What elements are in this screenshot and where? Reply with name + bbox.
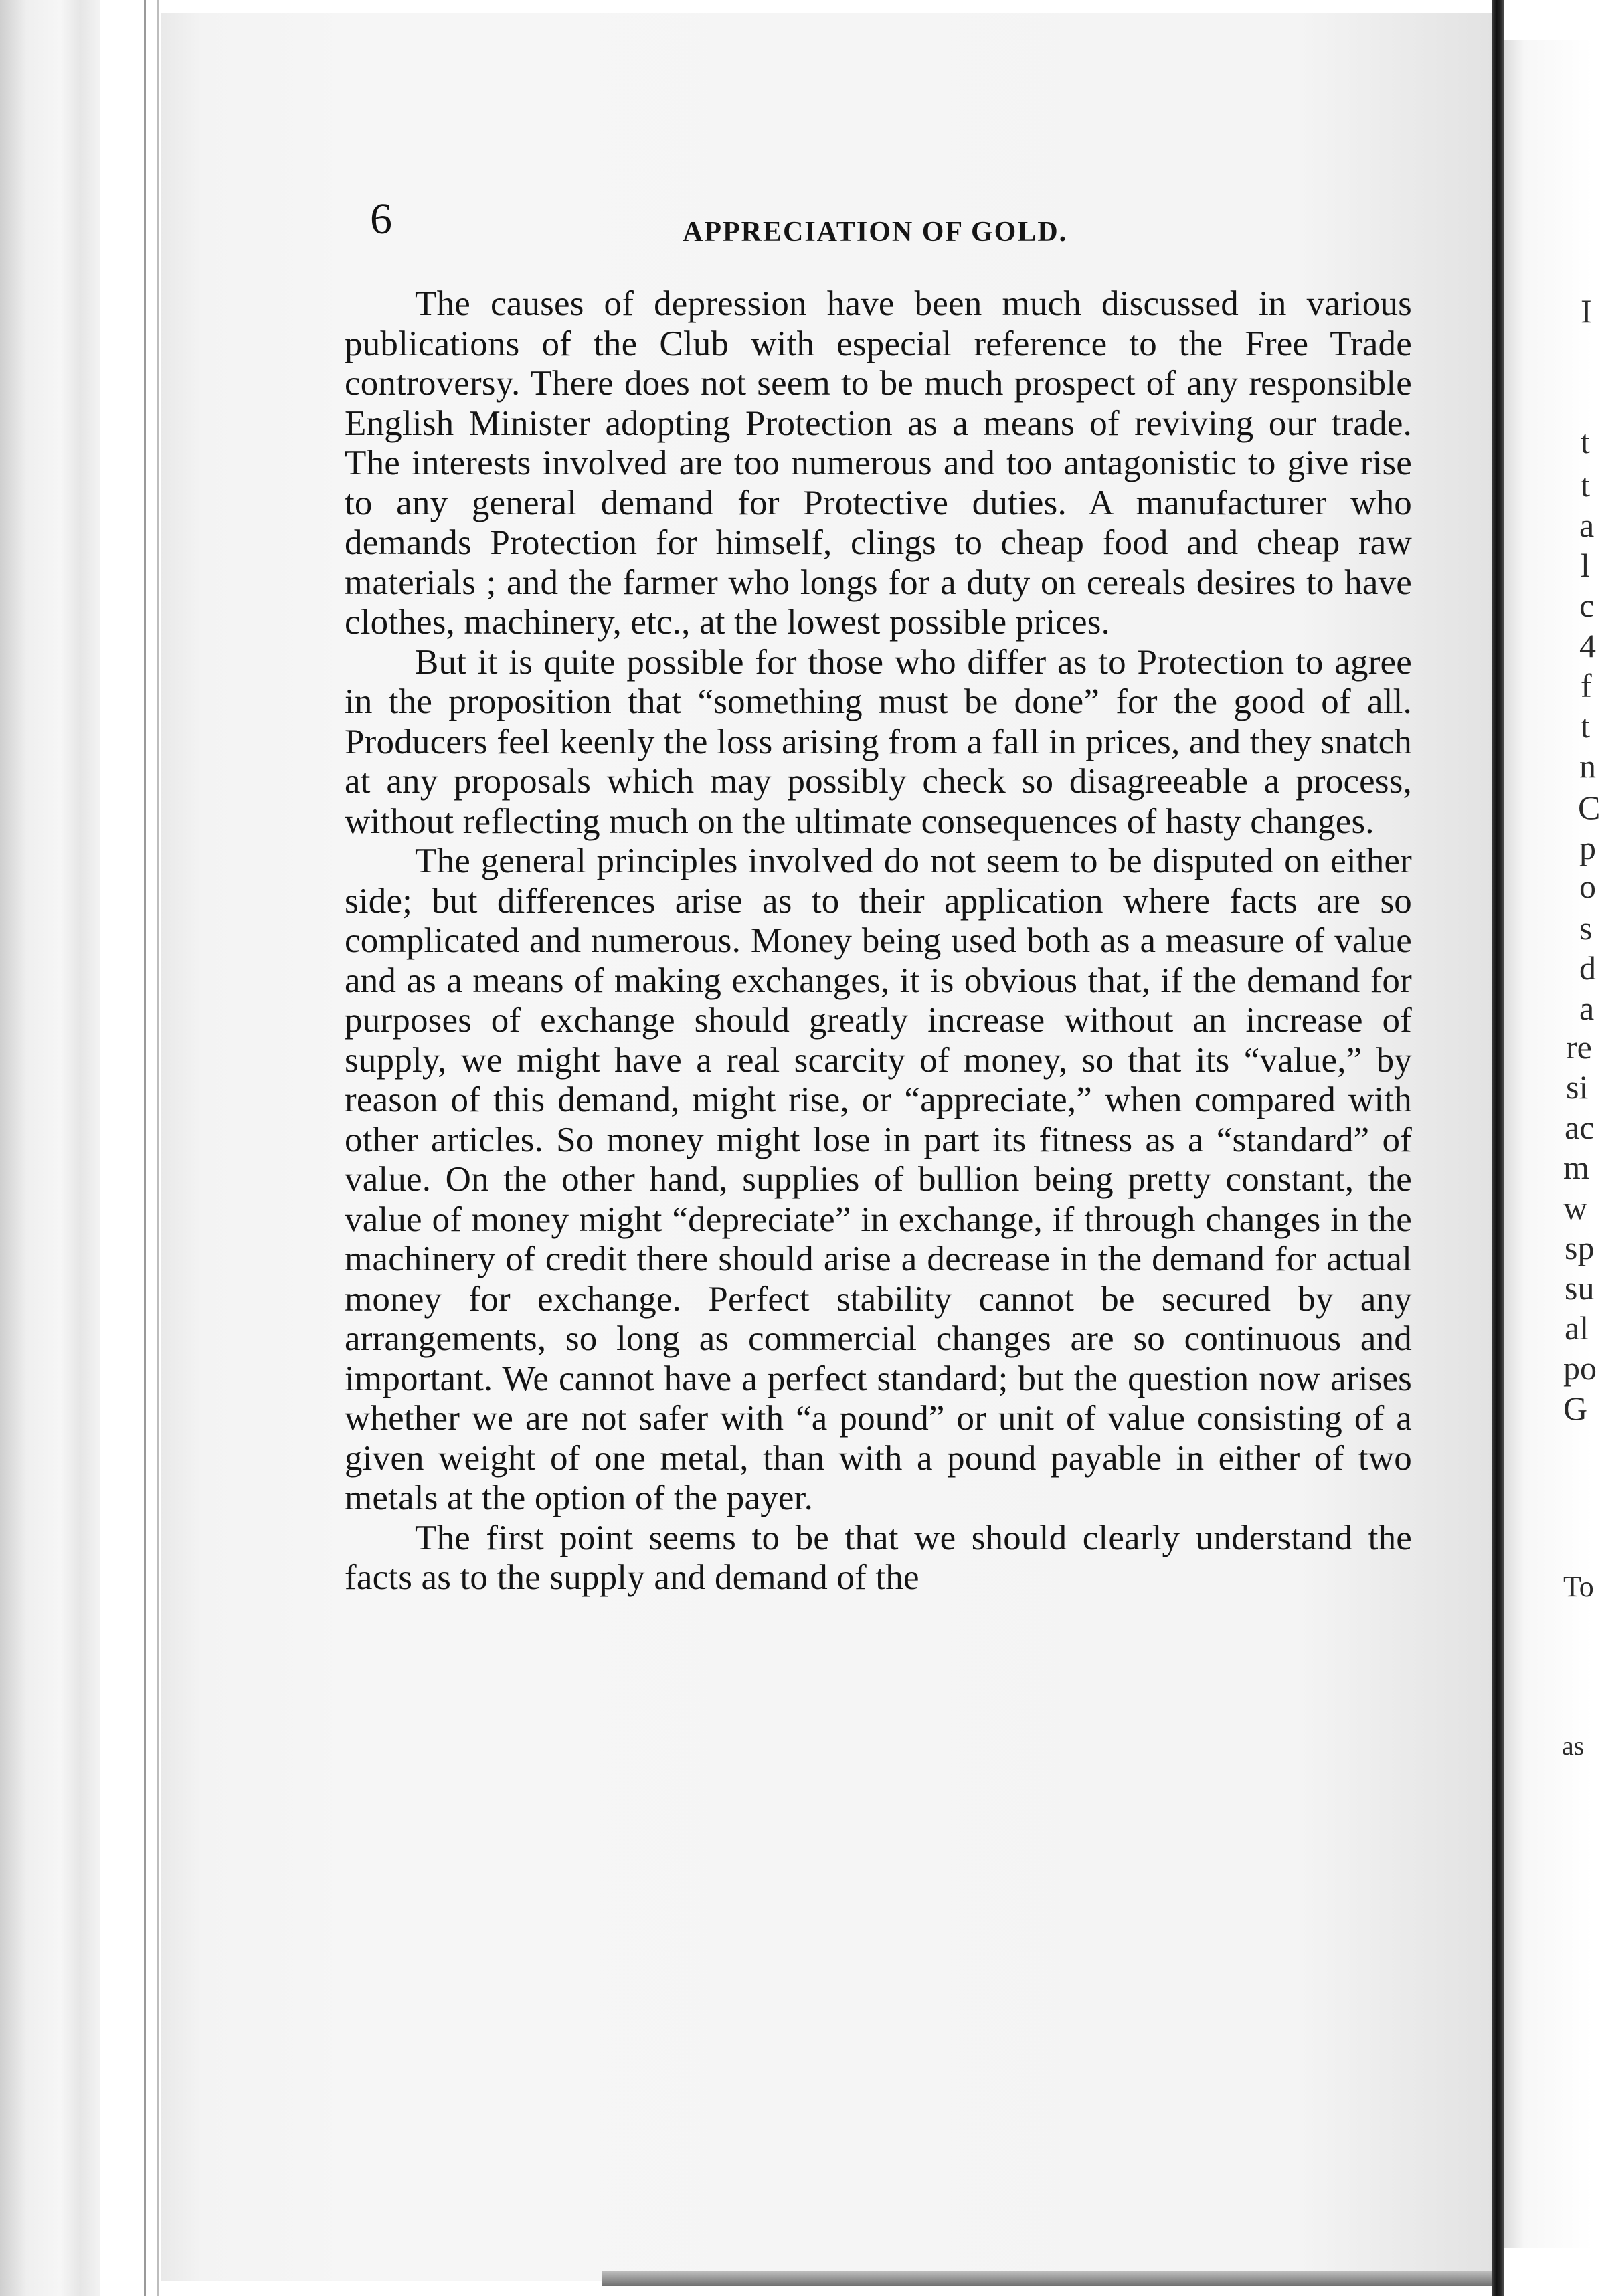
facing-page-fragment: a [1579, 506, 1595, 544]
facing-page-fragment: su [1565, 1269, 1595, 1307]
facing-page-fragment: re [1566, 1028, 1592, 1066]
facing-page-fragment: G [1563, 1390, 1588, 1427]
facing-page-fragment: po [1563, 1349, 1597, 1387]
facing-page-fragment: p [1579, 829, 1596, 866]
running-title: APPRECIATION OF GOLD. [683, 217, 1068, 248]
paragraph: The causes of depression have been much discussed in various publications of the Club with especial reference to the Free Trade controversy. There does not seem to be much prospect of any responsible English Minister adopting Protection as a means of reviving our trade. The interests involved are too numerous and too antagonistic to give rise to any general demand for Protective duties. A manufacturer who demands Protection for himself, clings to cheap food and cheap raw materials ; and the farmer who longs for a duty on cereals desires to have clothes, machinery, etc., at the lowest possible prices. [345, 284, 1412, 642]
page-number: 6 [370, 195, 392, 244]
facing-page-fragment: a [1579, 989, 1595, 1027]
page-bottom-shadow [602, 2271, 1492, 2286]
facing-page-fragment: m [1563, 1149, 1589, 1186]
facing-page-fragment: n [1579, 747, 1596, 785]
facing-page-fragment: d [1579, 949, 1596, 987]
facing-page-fragment: ac [1565, 1109, 1595, 1146]
facing-page-fragment: c [1579, 587, 1595, 624]
paragraph: But it is quite possible for those who differ as to Protection to agree in the proposition that “something must be done” for the good of all. Producers feel keenly the loss arising from a fall in prices, and they snatch at any proposals which may possibly check so disagreeable a process, without reflecting much on the ultimate consequences of hasty changes. [345, 642, 1412, 841]
facing-page-fragment: w [1563, 1189, 1588, 1226]
facing-page-fragment: o [1579, 868, 1596, 905]
facing-page-fragment: sp [1565, 1229, 1595, 1266]
body-text [345, 284, 1412, 1598]
facing-page-fragment: si [1566, 1068, 1589, 1106]
book-gutter [1492, 0, 1504, 2296]
facing-page-fragment: I [1581, 292, 1592, 330]
facing-page-fragment: s [1579, 909, 1593, 947]
left-scan-border [0, 0, 100, 2296]
facing-page-fragment: 4 [1579, 627, 1596, 664]
facing-page-fragment: f [1581, 667, 1592, 704]
facing-page-fragment: l [1581, 547, 1590, 584]
facing-page-fragment: t [1581, 707, 1590, 745]
facing-page-fragment: al [1565, 1309, 1589, 1347]
page-stack-edge-inner [157, 0, 159, 2296]
facing-page-fragment: as [1562, 1731, 1585, 1761]
page-stack-edge [144, 0, 146, 2296]
paragraph: The general principles involved do not seem to be disputed on either side; but differences arise as to their application where facts are so complicated and numerous. Money being used both as a measure of value and as a means of making exchanges, it is obvious that, if the demand for purposes of exchange should greatly increase without an increase of supply, we might have a real scarcity of money, so that its “value,” by reason of this demand, might rise, or “appreciate,” when compared with other articles. So money might lose in part its fitness as a “standard” of value. On the other hand, supplies of bullion being pretty constant, the value of money might “depreciate” in exchange, if through changes in the machinery of credit there should arise a decrease in the demand for actual money for exchange. Perfect stability cannot be secured by any arrangements, so long as commercial changes are so continuous and important. We cannot have a perfect standard; but the question now arises whether we are not safer with “a pound” or unit of value consisting of a given weight of one metal, than with a pound payable in either of two metals at the option of the payer. [345, 842, 1412, 1517]
paragraph: The first point seems to be that we should clearly understand the facts as to the supply and demand of the [345, 1518, 1412, 1597]
facing-page-fragment: C [1578, 789, 1600, 826]
facing-page-fragment: t [1581, 466, 1590, 504]
facing-page-fragment: t [1581, 423, 1590, 460]
facing-page-fragment: To [1563, 1570, 1594, 1603]
